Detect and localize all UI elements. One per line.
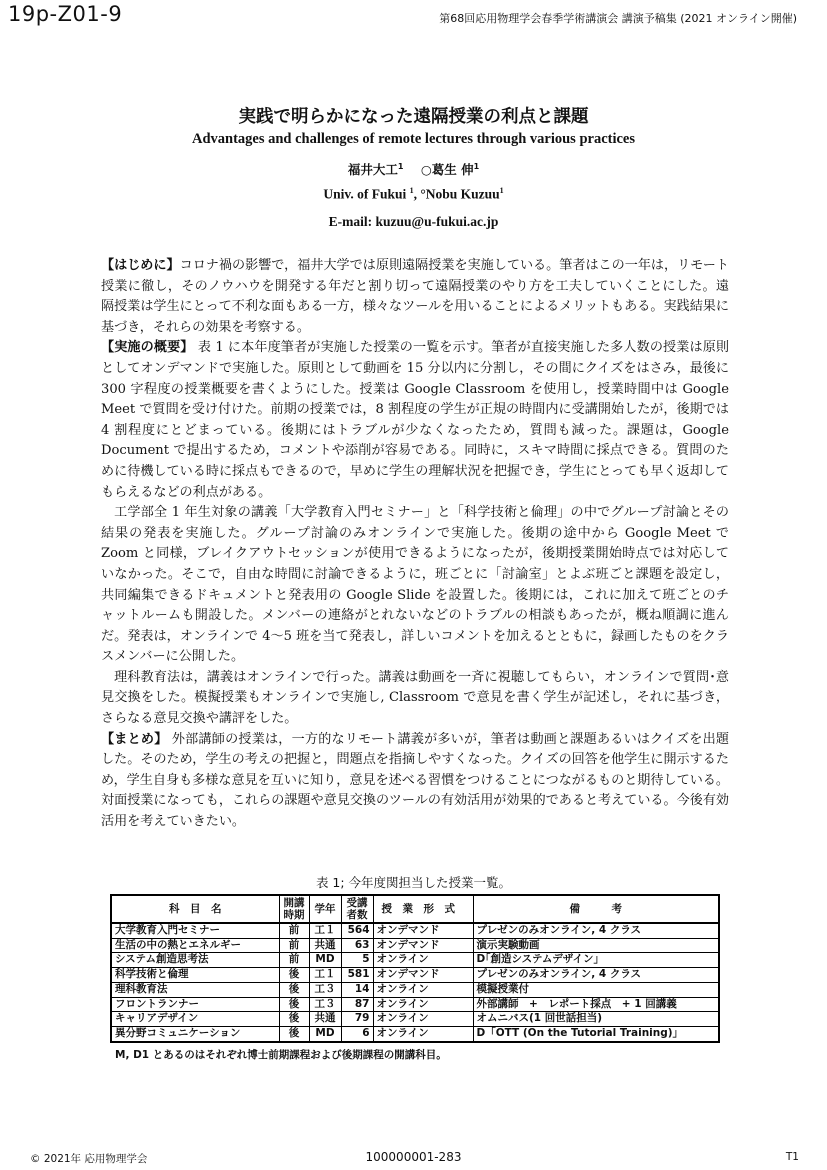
- cell-term: 後: [279, 968, 309, 983]
- cell-format: オンライン: [373, 1026, 473, 1041]
- body-paragraph: 理科教育法は，講義はオンラインで行った。講義は動画を一斉に視聴してもらい，オンラインで質問･意見交換をした。模擬授業もオンラインで実施し, Classroom で意見を書く学生が記述し，それに基づき，さらなる意見交換や講評をした。: [101, 669, 729, 727]
- table-row: [111, 997, 719, 1012]
- cell-students: 564: [341, 923, 373, 938]
- cell-notes: プレゼンのみオンライン, 4 クラス: [473, 968, 719, 983]
- header-format: 授 業 形 式: [373, 895, 473, 923]
- copyright: © 2021年 応用物理学会: [30, 1153, 148, 1165]
- cell-students: 79: [341, 1012, 373, 1027]
- paper-id: 19p-Z01-9: [8, 2, 123, 26]
- author-superscript: 1: [397, 161, 404, 171]
- document-number: 100000001-283: [365, 1150, 462, 1164]
- cell-notes: プレゼンのみオンライン, 4 クラス: [473, 923, 719, 938]
- overview-paragraph: [101, 338, 729, 503]
- author-name: ○葛生 伸: [420, 162, 474, 177]
- paragraph-text: 表 1 に本年度筆者が実施した授業の一覧を示す。筆者が直接実施した多人数の授業は原則としてオンデマンドで実施した。原則として動画を 15 分以内に分割し，その間にクイズをはさみ，最後に 300 字程度の授業概要を書くようにした。授業は Google Classroom を使用し，授業時間中は Google Meet で質問を受け付けた。前期の授業では，8 割程度の学生が正規の時間内に受講開始したが，後期では 4 割程度にとどまっている。後期にはトラブルが少なくなったため，質問も減った。課題は，Google Document で提出するため，コメントや添削が容易である。同時に，スキマ時間に採点できる。質問のために待機している時に採点もできるので，早めに学生の理解状況を把握でき，学生にとっても早く返却してもらえるなどの利点がある。: [101, 340, 729, 500]
- header-term-line: 時期: [283, 909, 305, 921]
- cell-students: 6: [341, 1026, 373, 1041]
- cell-format: オンライン: [373, 953, 473, 968]
- cell-subject: 異分野コミュニケーション: [111, 1026, 279, 1041]
- cell-notes: オムニバス(1 回世話担当): [473, 1012, 719, 1027]
- cell-format: オンデマンド: [373, 923, 473, 938]
- header-students-line: 者数: [346, 909, 368, 921]
- cell-students: 87: [341, 997, 373, 1012]
- affiliation: [0, 186, 827, 203]
- cell-year: MD: [309, 1026, 341, 1041]
- contact-email: E-mail: kuzuu@u-fukui.ac.jp: [328, 214, 499, 229]
- cell-students: 581: [341, 968, 373, 983]
- header-subject: 科 目 名: [111, 895, 279, 923]
- header-students-line: 受講: [346, 897, 368, 909]
- cell-term: 前: [279, 953, 309, 968]
- intro-paragraph: [101, 256, 729, 338]
- author-list: [0, 160, 827, 178]
- header-term: [279, 895, 309, 923]
- paper-title: 実践で明らかになった遠隔授業の利点と課題: [238, 107, 589, 127]
- header-term-line: 開講: [283, 897, 305, 909]
- cell-year: 工１: [309, 968, 341, 983]
- conference-header: 第68回応用物理学会春季学術講演会 講演予稿集 (2021 オンライン開催): [439, 12, 797, 25]
- cell-year: 共通: [309, 938, 341, 953]
- cell-year: 工１: [309, 923, 341, 938]
- table-row: [111, 982, 719, 997]
- header-year: 学年: [309, 895, 341, 923]
- table-row: [111, 1012, 719, 1027]
- cell-year: 共通: [309, 1012, 341, 1027]
- cell-term: 後: [279, 1012, 309, 1027]
- cell-students: 63: [341, 938, 373, 953]
- table-header-row: [111, 895, 719, 923]
- cell-notes: D「OTT (On the Tutorial Training)」: [473, 1026, 719, 1041]
- table-row: [111, 1026, 719, 1041]
- cell-subject: 理科教育法: [111, 982, 279, 997]
- cell-format: オンデマンド: [373, 968, 473, 983]
- paper-body: [101, 256, 729, 833]
- header-notes: 備 考: [473, 895, 719, 923]
- cell-year: 工３: [309, 997, 341, 1012]
- cell-students: 5: [341, 953, 373, 968]
- header-students: [341, 895, 373, 923]
- affiliation-text: , °Nobu Kuzuu: [413, 186, 500, 202]
- summary-paragraph: [101, 730, 729, 833]
- section-heading: 【はじめに】: [101, 258, 180, 273]
- cell-notes: 外部講師 + レポート採点 + 1 回講義: [473, 997, 719, 1012]
- author-name: 福井大工: [347, 162, 398, 177]
- affiliation-superscript: 1: [409, 186, 414, 195]
- cell-term: 前: [279, 923, 309, 938]
- section-heading: 【実施の概要】: [101, 340, 194, 356]
- cell-subject: キャリアデザイン: [111, 1012, 279, 1027]
- body-paragraph: 工学部全 1 年生対象の講義「大学教育入門セミナー」と「科学技術と倫理」の中でグループ討論とその結果の発表を実施した。グループ討論のみオンラインで実施した。後期の途中から Google Meet で Zoom と同様，ブレイクアウトセッションが使用できるようになったが，後期授業開始時点では対応していなかった。そこで，自由な時間に討論できるように，班ごとに「討論室」とよぶ班ごと課題を設定し，共同編集できるドキュメントと発表用の Google Slide を設置した。後期には，これに加えて班ごとのチャットルームも開設した。メンバーの連絡がとれないなどのトラブルの相談もあったが，概ね順調に進んだ。発表は，オンラインで 4〜5 班を当て発表し，詳しいコメントを加えるとともに，録画したものをクラスメンバーに公開した。: [101, 505, 729, 665]
- table-row: [111, 923, 719, 938]
- cell-format: オンライン: [373, 997, 473, 1012]
- cell-subject: 生活の中の熱とエネルギー: [111, 938, 279, 953]
- cell-term: 前: [279, 938, 309, 953]
- table-row: [111, 938, 719, 953]
- cell-subject: 科学技術と倫理: [111, 968, 279, 983]
- cell-notes: D｢創造システムデザイン｣: [473, 953, 719, 968]
- cell-term: 後: [279, 997, 309, 1012]
- paragraph-text: 外部講師の授業は，一方的なリモート講義が多いが，筆者は動画と課題あるいはクイズを出題した。そのため，学生の考えの把握と，問題点を指摘しやすくなった。クイズの回答を他学生に開示するため，学生自身も多様な意見を互いに知り，意見を述べる習慣をつけることにつながるものと期待している。対面授業になっても，これらの課題や意見交換のツールの有効活用が効果的であると考えている。今後有効活用を考えていきたい。: [101, 731, 730, 830]
- cell-subject: システム創造思考法: [111, 953, 279, 968]
- cell-format: オンライン: [373, 1012, 473, 1027]
- affiliation-superscript: 1: [499, 186, 504, 195]
- author-superscript: 1: [473, 161, 480, 171]
- cell-notes: 模擬授業付: [473, 982, 719, 997]
- table-caption: 表 1; 今年度関担当した授業一覧。: [315, 875, 512, 890]
- cell-format: オンデマンド: [373, 938, 473, 953]
- cell-term: 後: [279, 982, 309, 997]
- table-footnote: M, D1 とあるのはそれぞれ博士前期課程および後期課程の開講科目。: [115, 1049, 447, 1061]
- cell-students: 14: [341, 982, 373, 997]
- cell-term: 後: [279, 1026, 309, 1041]
- cell-format: オンライン: [373, 982, 473, 997]
- paragraph-text: コロナ禍の影響で，福井大学では原則遠隔授業を実施している。筆者はこの一年は，リモート授業に徹し，そのノウハウを開発する年だと割り切って遠隔授業のやり方を工夫していくことにした。遠隔授業は学生にとって不利な面もある一方，様々なツールを用いることによるメリットもある。実践結果に基づき，それらの効果を考察する。: [101, 258, 730, 335]
- affiliation-text: Univ. of Fukui: [323, 186, 410, 202]
- paper-subtitle: Advantages and challenges of remote lectures through various practices: [191, 131, 636, 147]
- cell-subject: 大学教育入門セミナー: [111, 923, 279, 938]
- section-heading: 【まとめ】: [101, 731, 168, 747]
- cell-subject: フロントランナー: [111, 997, 279, 1012]
- table-row: [111, 968, 719, 983]
- cell-year: MD: [309, 953, 341, 968]
- page-label: T1: [785, 1151, 799, 1163]
- cell-notes: 演示実験動画: [473, 938, 719, 953]
- lecture-table: [110, 894, 720, 1043]
- cell-year: 工３: [309, 982, 341, 997]
- table-row: [111, 953, 719, 968]
